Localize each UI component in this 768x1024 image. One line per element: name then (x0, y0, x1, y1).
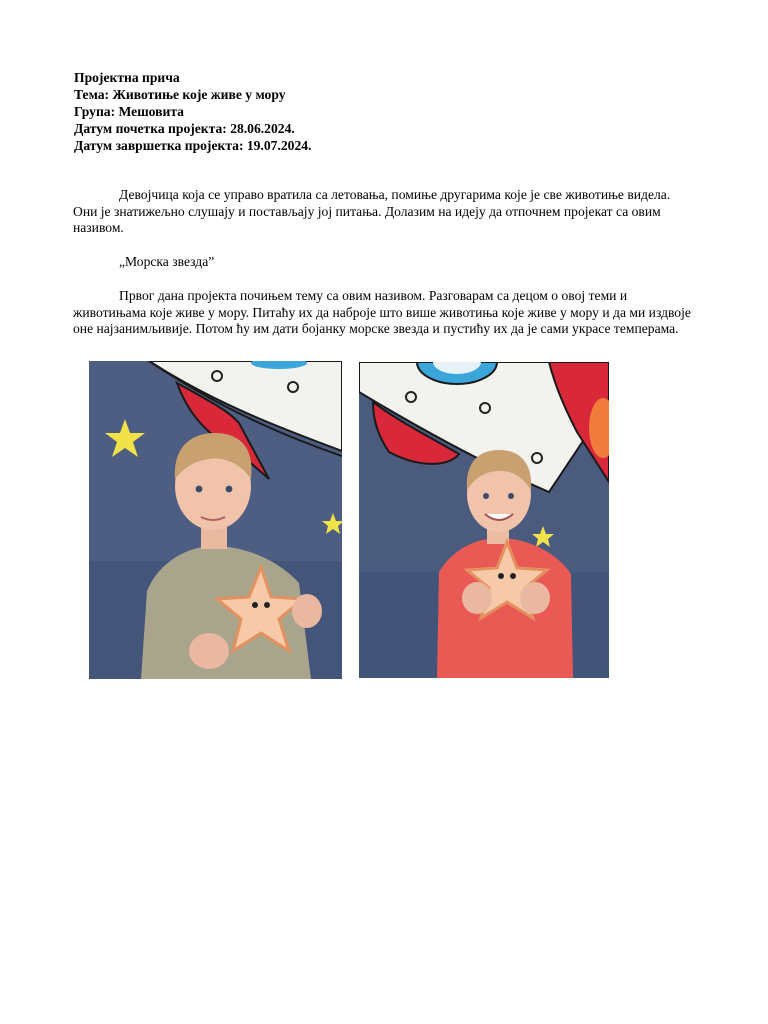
project-end-date: Датум завршетка пројекта: 19.07.2024. (74, 138, 312, 153)
project-topic: Тема: Животиње које живе у мору (74, 87, 286, 102)
document-header (74, 69, 311, 154)
photo-illustration (359, 362, 609, 678)
first-day-paragraph: Првог дана пројекта почињем тему са овим називом. Разговарам са децом о овој теми и животињама које живе у мору. Питаћу их да наброје што више животиња које живе у мору и да ми издвоје оне најзанимљивије. Потом ћу им дати бојанку морске звезда и пустићу их да је сами украсе темперама. (73, 288, 691, 336)
document-title: Пројектна прича (74, 70, 180, 85)
project-start-date: Датум почетка пројекта: 28.06.2024. (74, 121, 295, 136)
photo-illustration (89, 361, 342, 679)
project-name-paragraph: „Морска звезда” (119, 254, 215, 269)
photo-boy-grey-shirt (89, 361, 342, 679)
photo-boy-coral-shirt (359, 362, 609, 678)
intro-paragraph: Девојчица која се управо вратила са летовања, помиње другарима које је све животиње видела. Они је знатижељно слушају и постављају јој питања. Долазим на идеју да отпочнем пројекат са овим називом. (73, 187, 671, 235)
project-group: Група: Мешовита (74, 104, 184, 119)
